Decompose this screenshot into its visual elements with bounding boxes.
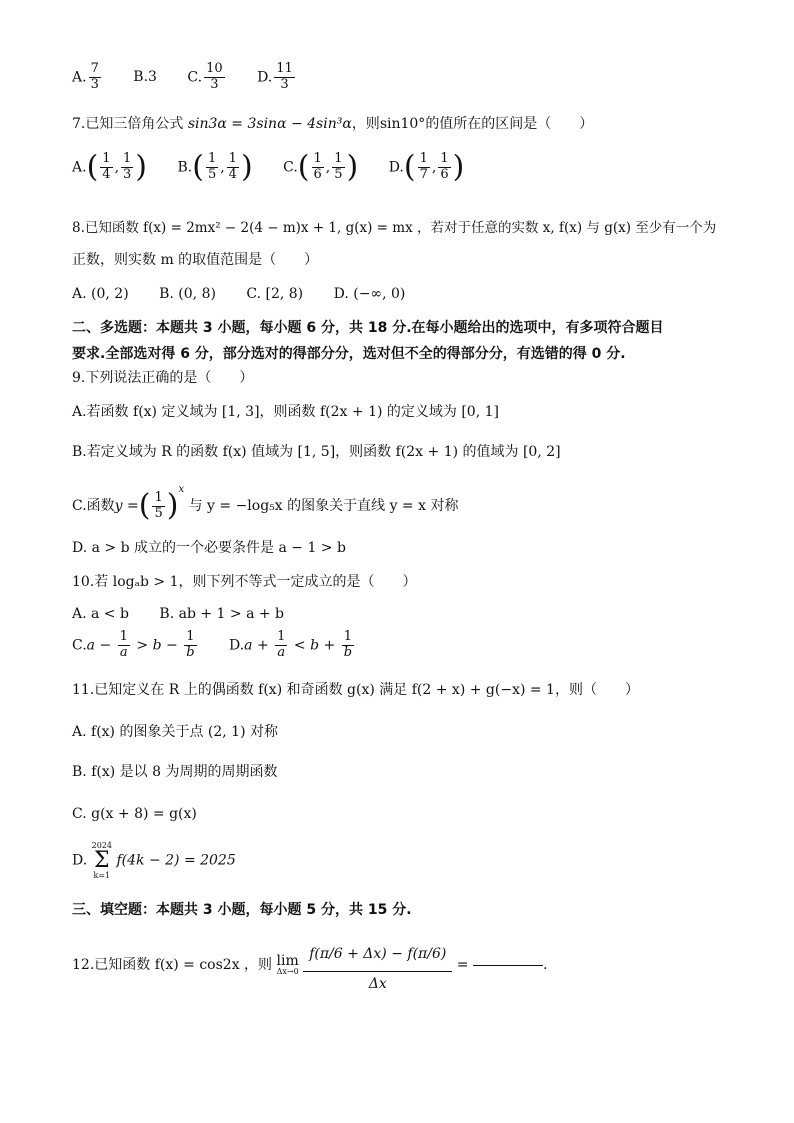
q9-option-d: D. a > b 成立的一个必要条件是 a − 1 > b <box>72 540 346 556</box>
q11-option-a: A. f(x) 的图象关于点 (2, 1) 对称 <box>72 724 279 740</box>
q9-option-b: B.若定义域为 R 的函数 f(x) 值域为 [1, 5]，则函数 f(2x + 1) 的值域为 [0, 2] <box>72 444 561 460</box>
q7-stem: 7.已知三倍角公式 sin3α = 3sinα − 4sin³α，则sin10°的值所在的区间是（ ） <box>72 116 594 132</box>
q8-option-d: D. (−∞, 0) <box>333 286 406 302</box>
q10-option-a: A. a < b <box>72 606 129 622</box>
q8-option-c: C. [2, 8) <box>246 286 304 302</box>
q10-option-c: C.a − $\frac{1}{a}$ > b − $\frac{1}{b}$ <box>72 629 195 660</box>
q10-stem: 10.若 logₐb > 1，则下列不等式一定成立的是（ ） <box>72 574 417 590</box>
summation-symbol: 2024 Σ k=1 <box>91 841 112 880</box>
section3-heading: 三、填空题：本题共 3 小题，每小题 5 分，共 15 分. <box>72 902 412 918</box>
q8-option-b: B. (0, 8) <box>159 286 216 302</box>
q10-option-d: D.a + $\frac{1}{a}$ < b + $\frac{1}{b}$ <box>228 629 353 660</box>
q6-option-d: D. $\frac{11}{3}$ <box>257 61 293 92</box>
q10-option-b: B. ab + 1 > a + b <box>159 606 285 622</box>
q11-option-c: C. g(x + 8) = g(x) <box>72 806 197 822</box>
q6-option-a: A. $\frac{7}{3}$ <box>72 61 99 92</box>
q8-options <box>72 286 431 303</box>
q12-stem: 12.已知函数 f(x) = cos2x ，则 lim Δx→0 $\frac{f(\pi/6 + \Delta x) - f(\pi/6)}{\Delta x}$ = . <box>72 938 547 993</box>
section2-heading-line1: 二、多选题：本题共 3 小题，每小题 6 分，共 18 分.在每小题给出的选项中，有多项符合题目 <box>72 320 664 336</box>
q7-options <box>72 149 490 185</box>
q9-option-c: C.函数y =( $\frac{1}{5}$ )$^x$ 与 y = −log₅x 的图象关于直线 y = x 对称 <box>72 484 459 523</box>
q8-stem-line2: 正数，则实数 m 的取值范围是（ ） <box>72 252 319 268</box>
q7-option-d: D.( $\frac{1}{7}$ , $\frac{1}{6}$ ) <box>388 149 465 185</box>
section2-heading-line2: 要求.全部选对得 6 分，部分选对的得部分分，选对但不全的得部分分，有选错的得 0 分. <box>72 346 626 362</box>
q9-stem: 9.下列说法正确的是（ ） <box>72 370 254 386</box>
q7-option-a: A.( $\frac{1}{4}$ , $\frac{1}{3}$ ) <box>72 149 148 185</box>
q6-option-c: C. $\frac{10}{3}$ <box>187 61 223 92</box>
q8-option-a: A. (0, 2) <box>72 286 129 302</box>
q10-options-cd <box>72 630 382 661</box>
q10-options-ab <box>72 606 310 623</box>
q11-option-b: B. f(x) 是以 8 为周期的周期函数 <box>72 764 278 780</box>
q11-stem: 11.已知定义在 R 上的偶函数 f(x) 和奇函数 g(x) 满足 f(2 + x) + g(−x) = 1，则（ ） <box>72 682 639 698</box>
q8-stem-line1: 8.已知函数 f(x) = 2mx² − 2(4 − m)x + 1, g(x) = mx ，若对于任意的实数 x, f(x) 与 g(x) 至少有一个为 <box>72 220 717 236</box>
answer-blank[interactable] <box>473 965 543 966</box>
limit-operator: lim Δx→0 <box>276 953 299 977</box>
q9-option-a: A.若函数 f(x) 定义域为 [1, 3]，则函数 f(2x + 1) 的定义域为 [0, 1] <box>72 404 499 420</box>
q7-option-c: C.( $\frac{1}{6}$ , $\frac{1}{5}$ ) <box>283 149 359 185</box>
q6-option-b: B.3 <box>133 69 157 86</box>
q11-option-d: D. 2024 Σ k=1 f(4k − 2) = 2025 <box>72 841 236 880</box>
q6-options <box>72 62 323 93</box>
q7-option-b: B.( $\frac{1}{5}$ , $\frac{1}{4}$ ) <box>177 149 253 185</box>
difference-quotient: $\frac{f(\pi/6 + \Delta x) - f(\pi/6)}{\Delta x}$ <box>303 938 452 993</box>
